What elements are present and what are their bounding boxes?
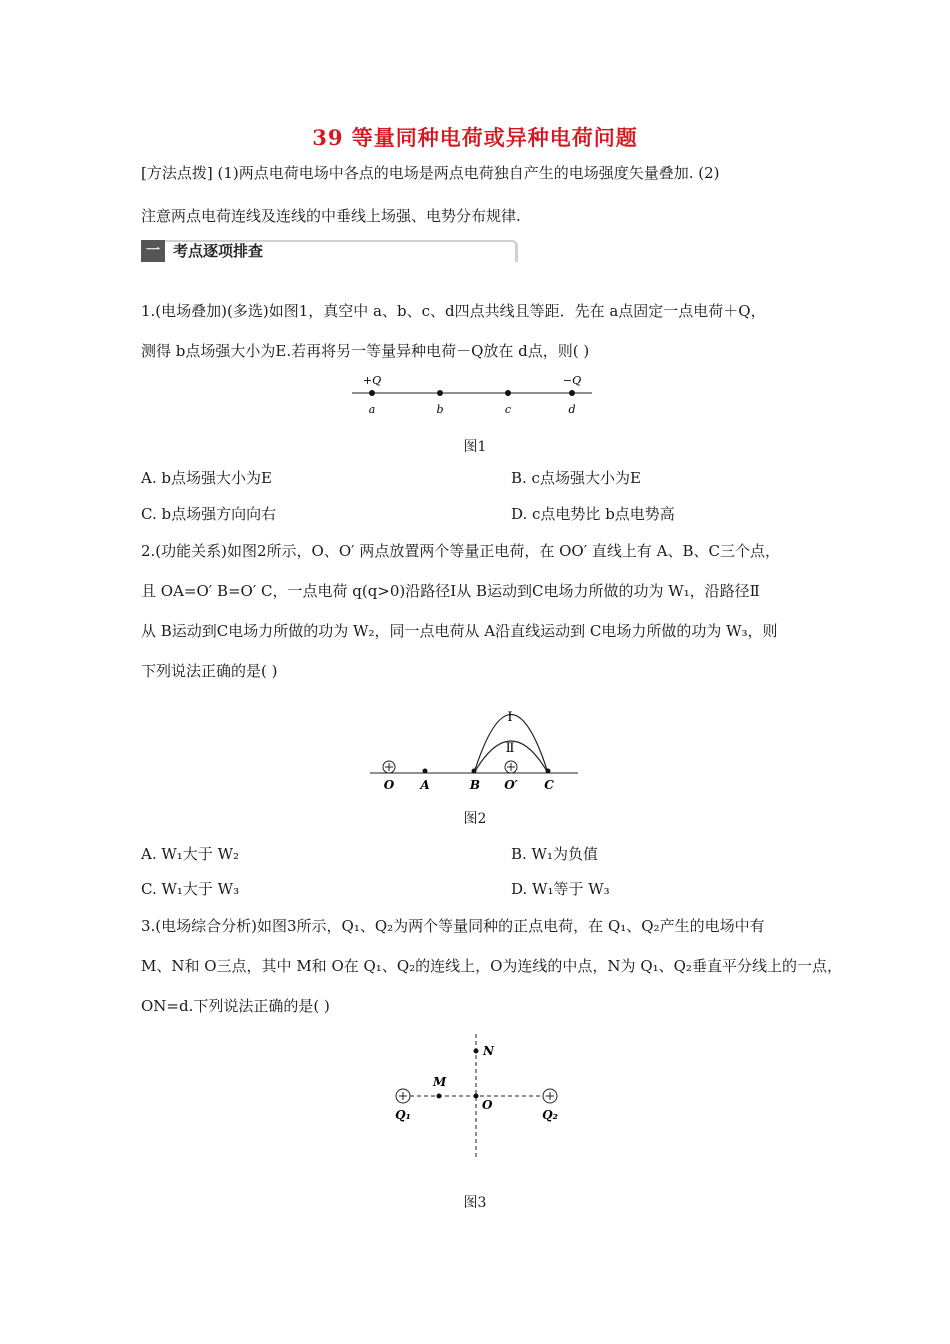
page-title: 39 等量同种电荷或异种电荷问题 (312, 125, 638, 150)
fig3-label-q1: Q₁ (395, 1108, 411, 1122)
fig1-point-c (505, 390, 511, 396)
fig1-charge-right: −Q (562, 374, 582, 387)
fig1-point-a (369, 390, 375, 396)
q1-line-2: 测得 b点场强大小为E.若再将另一等量异种电荷－Q放在 d点，则( ) (141, 342, 590, 360)
fig2-label-c: C (544, 778, 554, 792)
fig3-point-n (474, 1049, 479, 1054)
section-number: 一 (141, 240, 165, 262)
q3-line-3: ON=d.下列说法正确的是( ) (141, 997, 330, 1015)
fig3-point-m (437, 1094, 442, 1099)
q1-line-1: 1.(电场叠加)(多选)如图1，真空中 a、b、c、d四点共线且等距．先在 a点固定一点电荷＋Q， (141, 302, 766, 320)
fig1-label-c: c (504, 403, 512, 416)
fig2-label-a: A (420, 778, 430, 792)
fig1-charge-left: +Q (362, 374, 382, 387)
q1-option-a: A. b点场强大小为E (141, 469, 272, 487)
fig3-label-m: M (433, 1075, 447, 1089)
fig1-label-d: d (568, 403, 576, 416)
fig3-label-o: O (482, 1098, 493, 1112)
fig2-charge-o (383, 761, 395, 773)
fig1-label-b: b (436, 403, 444, 416)
q2-line-4: 下列说法正确的是( ) (141, 662, 278, 680)
q1-option-d: D. c点电势比 b点电势高 (511, 505, 675, 523)
q3-line-2: M、N和 O三点，其中 M和 O在 Q₁、Q₂的连线上，O为连线的中点，N为 Q₁、Q₂垂直平分线上的一点， (141, 957, 842, 975)
fig2-label-o-prime: O′ (504, 778, 518, 792)
q1-option-c: C. b点场强方向向右 (141, 505, 277, 523)
fig1-label-a: a (368, 403, 376, 416)
fig2-label-b: B (469, 778, 481, 792)
fig2-label-o: O (383, 778, 395, 792)
fig2-charge-o-prime (505, 761, 517, 773)
fig2-path-1-label: Ⅰ (507, 710, 513, 725)
q2-option-c: C. W₁大于 W₃ (141, 880, 240, 898)
fig2-path-2-label: Ⅱ (505, 741, 515, 756)
fig1-point-b (437, 390, 443, 396)
figure-1 (340, 370, 610, 420)
section-label: 考点逐项排查 (173, 242, 264, 260)
figure-3-caption: 图3 (463, 1195, 487, 1211)
figure-2 (364, 694, 584, 794)
q1-option-b: B. c点场强大小为E (511, 469, 641, 487)
section-header (141, 240, 519, 262)
q2-option-d: D. W₁等于 W₃ (511, 880, 610, 898)
fig3-charge-q2 (543, 1089, 557, 1103)
q2-line-3: 从 B运动到C电场力所做的功为 W₂，同一点电荷从 A沿直线运动到 C电场力所做的功为 W₃，则 (141, 622, 778, 640)
fig3-charge-q1 (396, 1089, 410, 1103)
method-tip-line-1: [方法点拨] (1)两点电荷电场中各点的电场是两点电荷独自产生的电场强度矢量叠加. (2) (141, 164, 720, 182)
q2-option-a: A. W₁大于 W₂ (141, 845, 239, 863)
method-tip-line-2: 注意两点电荷连线及连线的中垂线上场强、电势分布规律. (141, 207, 521, 225)
figure-3 (386, 1030, 566, 1162)
fig2-point-c (546, 769, 551, 774)
fig2-point-b (472, 769, 477, 774)
fig1-point-d (569, 390, 575, 396)
q2-line-2: 且 OA=O′ B=O′ C，一点电荷 q(q>0)沿路径Ⅰ从 B运动到C电场力所做的功为 W₁，沿路径Ⅱ (141, 582, 760, 600)
q3-line-1: 3.(电场综合分析)如图3所示，Q₁、Q₂为两个等量同种的正点电荷，在 Q₁、Q₂产生的电场中有 (141, 917, 765, 935)
fig3-label-q2: Q₂ (542, 1108, 558, 1122)
fig3-point-o (474, 1094, 479, 1099)
q2-option-b: B. W₁为负值 (511, 845, 598, 863)
fig2-point-a (423, 769, 428, 774)
fig3-label-n: N (483, 1044, 494, 1058)
q2-line-1: 2.(功能关系)如图2所示，O、O′ 两点放置两个等量正电荷，在 OO′ 直线上有 A、B、C三个点， (141, 542, 780, 560)
figure-1-caption: 图1 (463, 439, 487, 455)
figure-2-caption: 图2 (463, 811, 487, 827)
